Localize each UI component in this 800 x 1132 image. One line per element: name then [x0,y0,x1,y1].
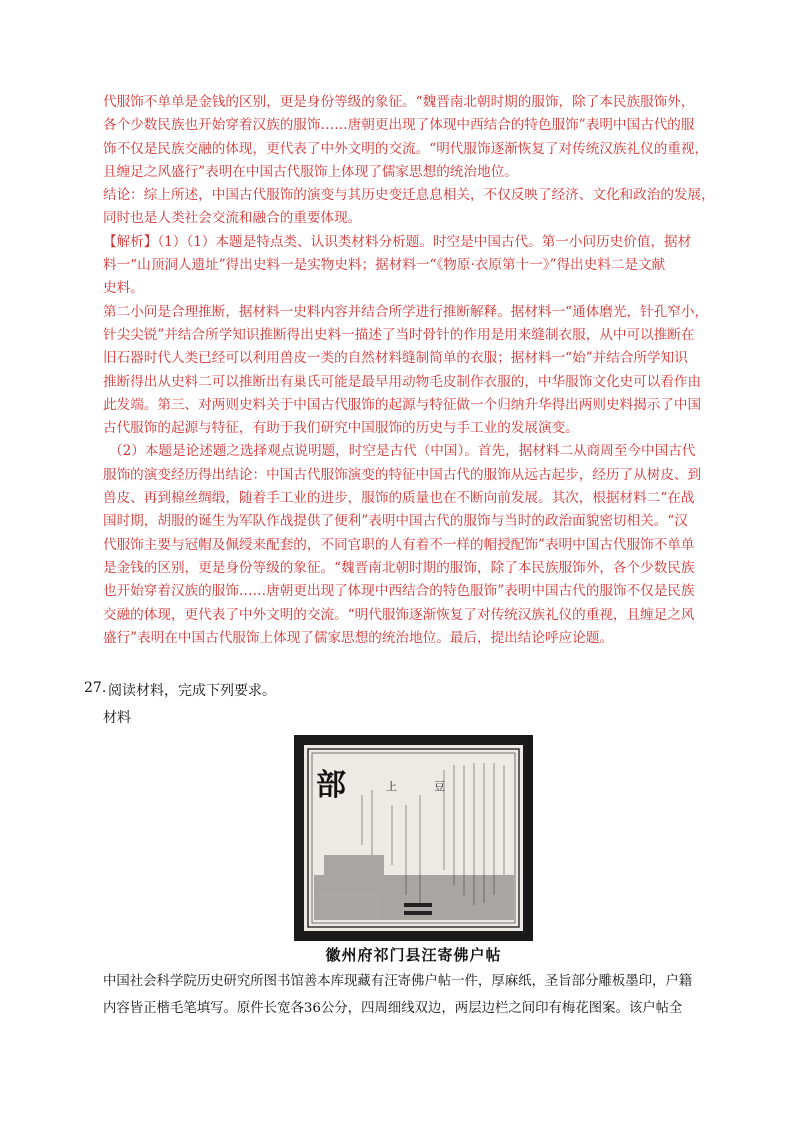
question-prompt: 阅读材料，完成下列要求。 [108,683,276,699]
material-text [103,968,727,1022]
analysis-line: 料一“山顶洞人遗址”得出史料一是实物史料；据材料一“《物原·衣原第十一》”得出史料二是文献 [103,257,666,274]
document-glyph: 部 [316,768,346,803]
answer-line: 且缠足之风盛行”表明在中国古代服饰上体现了儒家思想的统治地位。 [103,163,518,180]
material-line: 内容皆正楷毛笔填写。原件长宽各36公分，四周细线双边，两层边栏之间印有梅花图案。该户帖全 [103,1001,683,1016]
household-certificate-image [294,735,533,941]
part2-line: 交融的体现，更代表了中外文明的交流。“明代服饰逐渐恢复了对传统汉族礼仪的重视，且缠足之风 [103,606,695,623]
second-line: 推断得出从史料二可以推断出有巢氏可能是最早用动物毛皮制作衣服的，中华服饰文化史可以看作由 [103,373,702,390]
part2-line: 也开始穿着汉族的服饰……唐朝更出现了体现中西结合的特色服饰”表明中国古代的服饰不仅是民族 [103,583,695,600]
material-label: 材料 [103,710,131,726]
second-line: 针尖尖锐”并结合所学知识推断得出史料一描述了当时骨针的作用是用来缝制衣服，从中可以推断在 [103,326,695,343]
image-caption: 徽州府祁门县汪寄佛户帖 [325,946,502,964]
second-line: 古代服饰的起源与特征，有助于我们研究中国服饰的历史与手工业的发展演变。 [103,420,579,437]
analysis-line: 史料。 [103,280,144,297]
part2-line: 服饰的演变经历得出结论：中国古代服饰演变的特征中国古代的服饰从远古起步，经历了从树皮、到 [103,466,702,483]
conclusion-line: 同时也是人类社会交流和融合的重要体现。 [103,210,362,227]
part2-line: 代服饰主要与冠帽及佩绶来配套的，不同官职的人有着不一样的帽授配饰”表明中国古代服饰不单单 [103,536,695,553]
second-line: 第二小问是合理推断，据材料一史料内容并结合所学进行推断解释。据材料一“通体磨光，针孔窄小， [103,303,709,320]
question-number: 27. [84,680,107,696]
part2-line: （2）本题是论述题之选择观点说明题，时空是古代（中国）。首先，据材料二从商周至今中国古代 [109,443,696,460]
second-line: 旧石器时代人类已经可以利用兽皮一类的自然材料缝制简单的衣服；据材料一“始”并结合所学知识 [103,350,688,367]
document-glyph: 豆 [434,780,445,793]
material-line: 中国社会科学院历史研究所图书馆善本库现藏有汪寄佛户帖一件，厚麻纸，圣旨部分雕板墨印，户籍 [103,974,693,989]
answer-line: 饰不仅是民族交融的体现，更代表了中外文明的交流。“明代服饰逐渐恢复了对传统汉族礼仪的重视， [103,140,709,157]
answer-line: 各个少数民族也开始穿着汉族的服饰……唐朝更出现了体现中西结合的特色服饰”表明中国古代的服 [103,117,695,134]
analysis-line: 【解析】（1）（1）本题是特点类、认识类材料分析题。时空是中国古代。第一小问历史价值，据材 [103,233,692,250]
answer-line: 代服饰不单单是金钱的区别，更是身份等级的象征。“魏晋南北朝时期的服饰，除了本民族服饰外， [103,94,695,110]
document-glyph: 上 [386,780,397,793]
answer-explanation [103,91,725,650]
second-line: 此发端。第三、对两则史料关于中国古代服饰的起源与特征做一个归纳升华得出两则史料揭示了中国 [103,396,702,413]
part2-line: 兽皮、再到棉丝绸缎，随着手工业的进步，服饰的质量也在不断向前发展。其次，根据材料二“在战 [103,490,695,507]
part2-line: 盛行”表明在中国古代服饰上体现了儒家思想的统治地位。最后，提出结论呼应论题。 [103,629,613,646]
conclusion-line: 结论：综上所述，中国古代服饰的演变与其历史变迁息息相关，不仅反映了经济、文化和政治的发展， [103,187,715,204]
part2-line: 是金钱的区别，更是身份等级的象征。“魏晋南北朝时期的服饰，除了本民族服饰外，各个少数民族 [103,559,695,576]
part2-line: 国时期，胡服的诞生为军队作战提供了便利”表明中国古代的服饰与当时的政治面貌密切相关。“汉 [103,513,688,530]
